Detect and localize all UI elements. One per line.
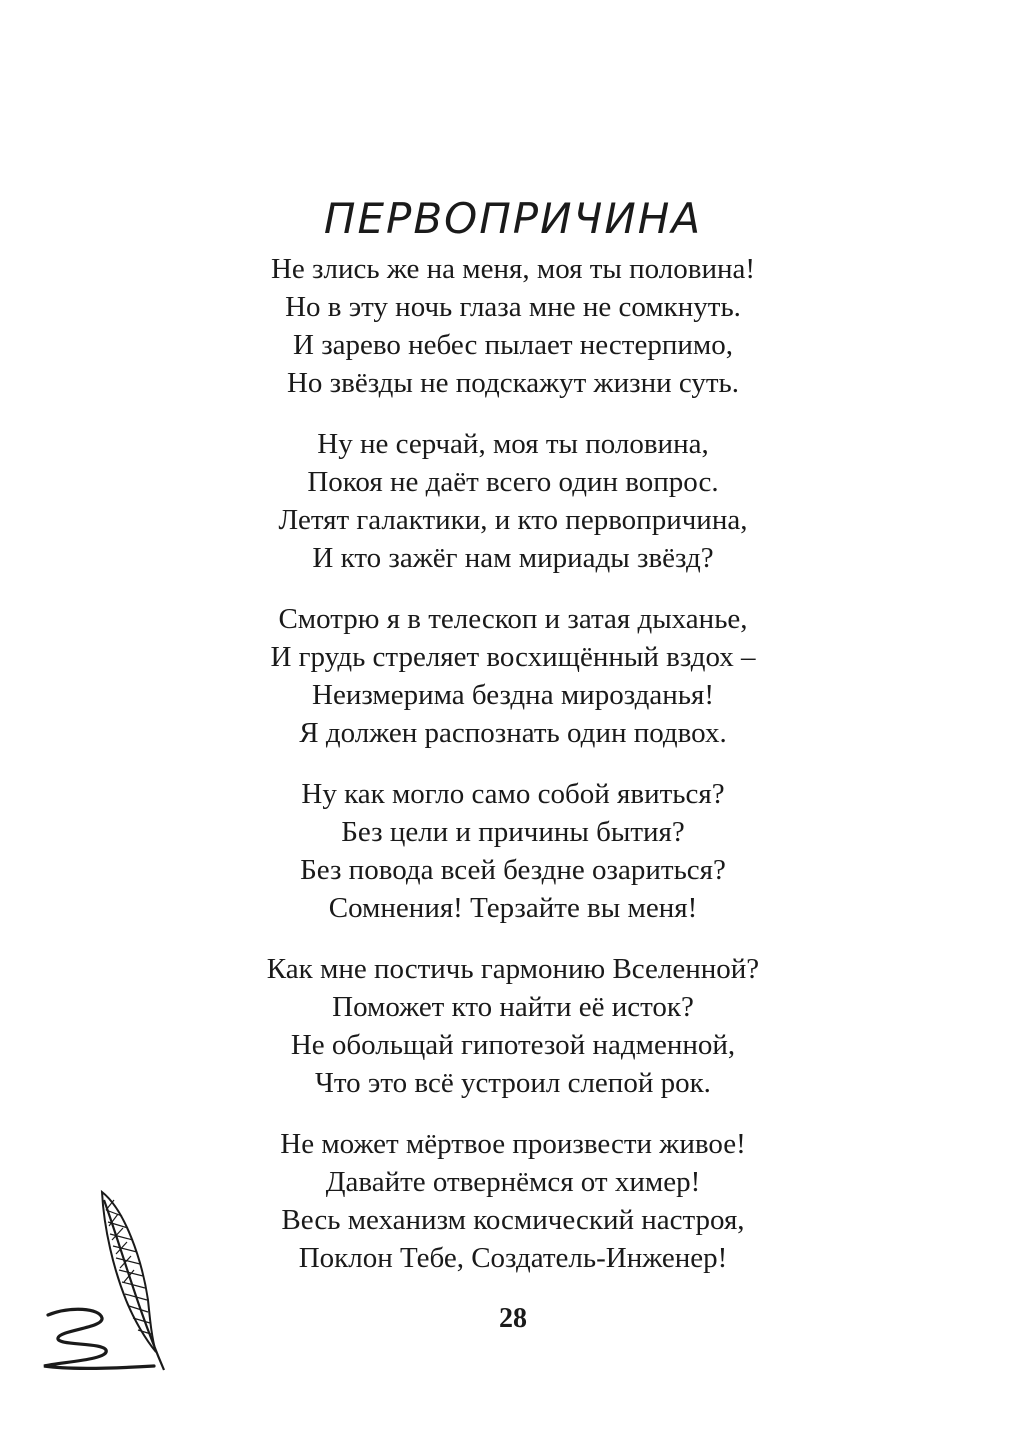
poem-title: ПЕРВОПРИЧИНА xyxy=(323,194,703,244)
poem-line: Что это всё устроил слепой рок. xyxy=(315,1067,711,1099)
poem-line: Покоя не даёт всего один вопрос. xyxy=(307,466,719,498)
poem-line: Весь механизм космический настроя, xyxy=(281,1204,745,1236)
poem-line: И грудь стреляет восхищённый вздох – xyxy=(270,641,756,673)
stanza-3 xyxy=(0,600,1026,752)
poem-line: Поможет кто найти её исток? xyxy=(332,991,694,1023)
poem-line: Сомнения! Терзайте вы меня! xyxy=(328,892,698,924)
poem-line: Не может мёртвое произвести живое! xyxy=(280,1128,746,1160)
poem-body xyxy=(0,250,1026,1300)
poem-line: Смотрю я в телескоп и затая дыханье, xyxy=(278,603,748,635)
quill-pen-icon xyxy=(30,1180,180,1380)
stanza-1 xyxy=(0,250,1026,402)
poem-line: И зарево небес пылает нестерпимо, xyxy=(293,329,733,361)
poem-line: Неизмерима бездна мирозданья! xyxy=(312,679,714,711)
poem-line: Я должен распознать один подвох. xyxy=(299,717,727,749)
stanza-4 xyxy=(0,775,1026,927)
poem-line: Поклон Тебе, Создатель-Инженер! xyxy=(298,1242,728,1274)
poem-line: Но звёзды не подскажут жизни суть. xyxy=(286,367,739,399)
poem-line: Давайте отвернёмся от химер! xyxy=(325,1166,701,1198)
poem-line: Ну не серчай, моя ты половина, xyxy=(317,428,709,460)
poem-line: Не обольщай гипотезой надменной, xyxy=(290,1029,736,1061)
poem-line: Не злись же на меня, моя ты половина! xyxy=(270,253,756,285)
poem-line: Но в эту ночь глаза мне не сомкнуть. xyxy=(285,291,741,323)
stanza-5 xyxy=(0,950,1026,1102)
poem-line: Как мне постичь гармонию Вселенной? xyxy=(266,953,760,985)
poem-line: Летят галактики, и кто первопричина, xyxy=(278,504,748,536)
poem-line: Без повода всей бездне озариться? xyxy=(300,854,726,886)
stanza-2 xyxy=(0,425,1026,577)
poem-line: Без цели и причины бытия? xyxy=(341,816,685,848)
page-number: 28 xyxy=(499,1303,527,1334)
poem-line: И кто зажёг нам мириады звёзд? xyxy=(312,542,714,574)
poem-line: Ну как могло само собой явиться? xyxy=(301,778,725,810)
